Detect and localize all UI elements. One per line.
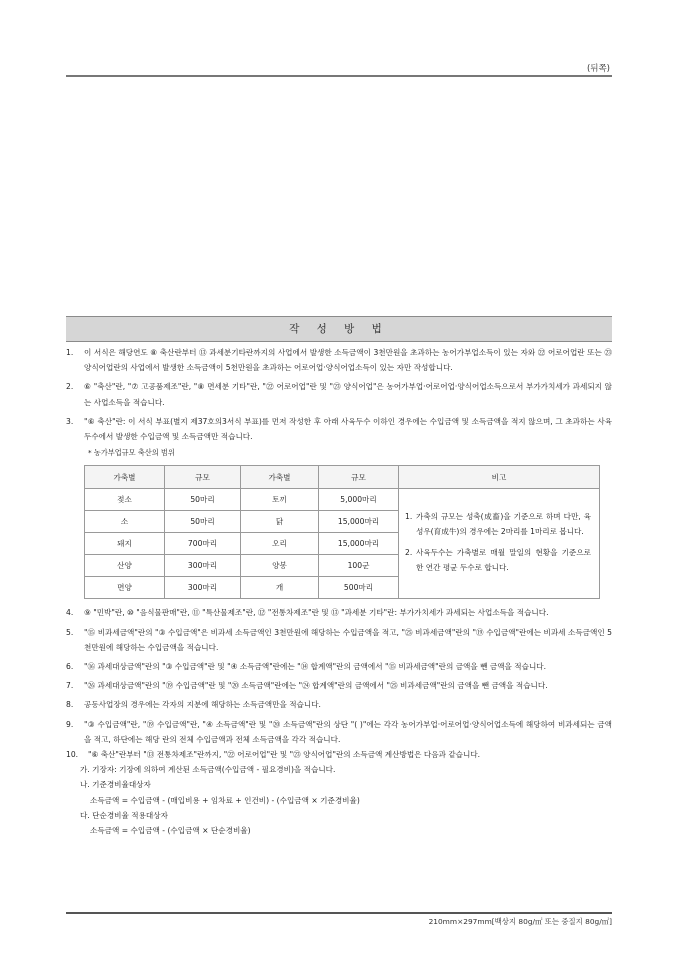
item-number: 3. [66, 416, 74, 426]
table-cell: 토끼 [241, 489, 319, 511]
item-number: 2. [66, 382, 74, 392]
table-cell: 젖소 [85, 489, 165, 511]
instruction-item-9 [66, 717, 612, 747]
item-number: 1. [66, 348, 74, 357]
remark-text: 사육두수는 가축별로 매월 말일의 현황을 기준으로 한 연간 평균 두수로 합니다. [416, 547, 591, 572]
instruction-item-3 [66, 414, 612, 444]
table-header-row [85, 466, 600, 489]
item-text: 이 서식은 해당연도 ⑧ 축산란부터 ⑬ 과세분기타란까지의 사업에서 발생한 소득금액이 3천만원을 초과하는 농어가부업소득이 있는 자와 ㉒ 어로어업란 또는 ㉓ 양식어업란의 사업에서 발생한 소득금액이 5천만원을 초과하는 어로어업·양식어업소득이 있는 자만 작성합니다. [84, 348, 612, 373]
formula-standard-rate: 소득금액 = 수입금액 - (매입비용 + 임차료 + 인건비) - (수입금액 × 기준경비율) [90, 795, 360, 805]
item-text: "⑥ 축산"란: 이 서식 부표(별지 제37호의3서식 부표)를 먼저 작성한 후 아래 사육두수 이하인 경우에는 수입금액 및 소득금액을 적지 않으며, 그 초과하는 사육두수에서 발생한 수입금액 및 소득금액만 적습니다. [84, 416, 612, 442]
instruction-item-5 [66, 625, 612, 655]
table-cell: 50마리 [165, 489, 241, 511]
item-text: "③ 수입금액"란, "⑲ 수입금액"란, "④ 소득금액"란 및 "⑳ 소득금액"란의 상단 "( )"에는 각각 농어가부업·어로어업·양식어업소득에 해당하여 비과세되는 금액을 적고, 하단에는 해당 란의 전체 수입금액과 전체 소득금액을 각각 적습니다. [84, 719, 612, 744]
table-cell: 15,000마리 [319, 511, 399, 533]
table-cell: 5,000마리 [319, 489, 399, 511]
livestock-scale-note: * 농가부업규모 축산의 범위 [88, 448, 175, 458]
table-cell: 닭 [241, 511, 319, 533]
table-cell: 50마리 [165, 511, 241, 533]
table-cell: 면양 [85, 577, 165, 599]
item-text: "⑯ 과세대상금액"란의 "③ 수입금액"란 및 "④ 소득금액"란에는 "⑭ 합계액"란의 금액에서 "⑮ 비과세금액"란의 금액을 뺀 금액을 적습니다. [84, 662, 547, 672]
table-cell: 300마리 [165, 577, 241, 599]
table-cell: 돼지 [85, 533, 165, 555]
col-header-scale: 규모 [165, 466, 241, 489]
instruction-item-1 [66, 345, 612, 375]
col-header-remarks: 비고 [399, 466, 600, 489]
instruction-item-7 [66, 678, 612, 693]
item-text: "⑮ 비과세금액"란의 "③ 수입금액"은 비과세 소득금액인 3천만원에 해당하는 수입금액을 적고, "㉕ 비과세금액"란의 "⑲ 수입금액"란에는 비과세 소득금액인 5천만원에 해당하는 수입금액을 적습니다. [84, 627, 612, 652]
col-header-animal-2: 가축별 [241, 466, 319, 489]
remark-number: 2. [405, 547, 413, 557]
table-cell: 산양 [85, 555, 165, 577]
table-cell: 100군 [319, 555, 399, 577]
instruction-item-2 [66, 379, 612, 409]
table-cell: 오리 [241, 533, 319, 555]
method-simple-rate: 다. 단순경비율 적용대상자 [80, 810, 168, 820]
item-number: 10. [66, 750, 79, 760]
method-bookkeeping: 가. 기장자: 기장에 의하여 계산된 소득금액(수입금액 - 필요경비)을 적습니다. [80, 765, 336, 775]
top-divider [66, 75, 612, 77]
item-text: "㉖ 과세대상금액"란의 "⑲ 수입금액"란 및 "⑳ 소득금액"란에는 "㉔ 합계액"란의 금액에서 "㉕ 비과세금액"란의 금액을 뺀 금액을 적습니다. [84, 681, 548, 691]
instruction-item-6 [66, 659, 612, 674]
table-cell: 300마리 [165, 555, 241, 577]
item-text: 공동사업장의 경우에는 각자의 지분에 해당하는 소득금액만을 적습니다. [84, 700, 321, 710]
instruction-item-10 [66, 747, 612, 762]
remark-number: 1. [405, 511, 413, 521]
paper-spec: 210mm×297mm[백상지 80g/㎡ 또는 중질지 80g/㎡] [428, 917, 612, 926]
remark-text: 가축의 규모는 성축(成畜)을 기준으로 하며 다만, 육성우(育成牛)의 경우에는 2마리를 1마리로 봅니다. [416, 511, 591, 536]
remark-1 [405, 509, 591, 539]
table-cell: 15,000마리 [319, 533, 399, 555]
formula-simple-rate: 소득금액 = 수입금액 - (수입금액 × 단순경비율) [90, 826, 251, 836]
page-side-label: (뒤쪽) [586, 64, 610, 74]
table-cell: 양봉 [241, 555, 319, 577]
item-number: 6. [66, 662, 74, 672]
table-cell: 개 [241, 577, 319, 599]
item-text: ⑥ "축산"란, "⑦ 고공품제조"란, "⑧ 면세분 기타"란, "㉒ 어로어업"란 및 "㉓ 양식어업"은 농어가부업·어로어업·양식어업소득으로서 부가가치세가 과세되지 않는 사업소득을 적습니다. [84, 382, 612, 407]
table-row [85, 489, 600, 511]
item-text: "⑥ 축산"란부터 "⑬ 전통차제조"란까지, "㉒ 어로어업"란 및 "㉓ 양식어업"란의 소득금액 계산방법은 다음과 같습니다. [88, 750, 481, 760]
table-cell: 700마리 [165, 533, 241, 555]
col-header-scale-2: 규모 [319, 466, 399, 489]
table-cell: 소 [85, 511, 165, 533]
item-number: 7. [66, 681, 74, 691]
livestock-scale-table [84, 465, 600, 599]
item-number: 9. [66, 719, 74, 729]
remarks-cell [399, 489, 600, 599]
bottom-divider [66, 912, 612, 914]
method-standard-rate: 나. 기준경비율대상자 [80, 780, 151, 790]
instruction-item-8 [66, 697, 612, 712]
remark-2 [405, 545, 591, 575]
item-number: 8. [66, 700, 74, 710]
instruction-item-4 [66, 605, 612, 620]
section-title: 작 성 방 법 [66, 316, 612, 342]
table-cell: 500마리 [319, 577, 399, 599]
item-number: 4. [66, 608, 74, 618]
item-number: 5. [66, 627, 74, 637]
instructions-body [66, 345, 612, 838]
item-text: ⑨ "민박"란, ⑩ "음식물판매"란, ⑪ "특산물제조"란, ⑫ "전통차제조"란 및 ⑬ "과세분 기타"란: 부가가치세가 과세되는 사업소득을 적습니다. [84, 608, 549, 618]
col-header-animal: 가축별 [85, 466, 165, 489]
